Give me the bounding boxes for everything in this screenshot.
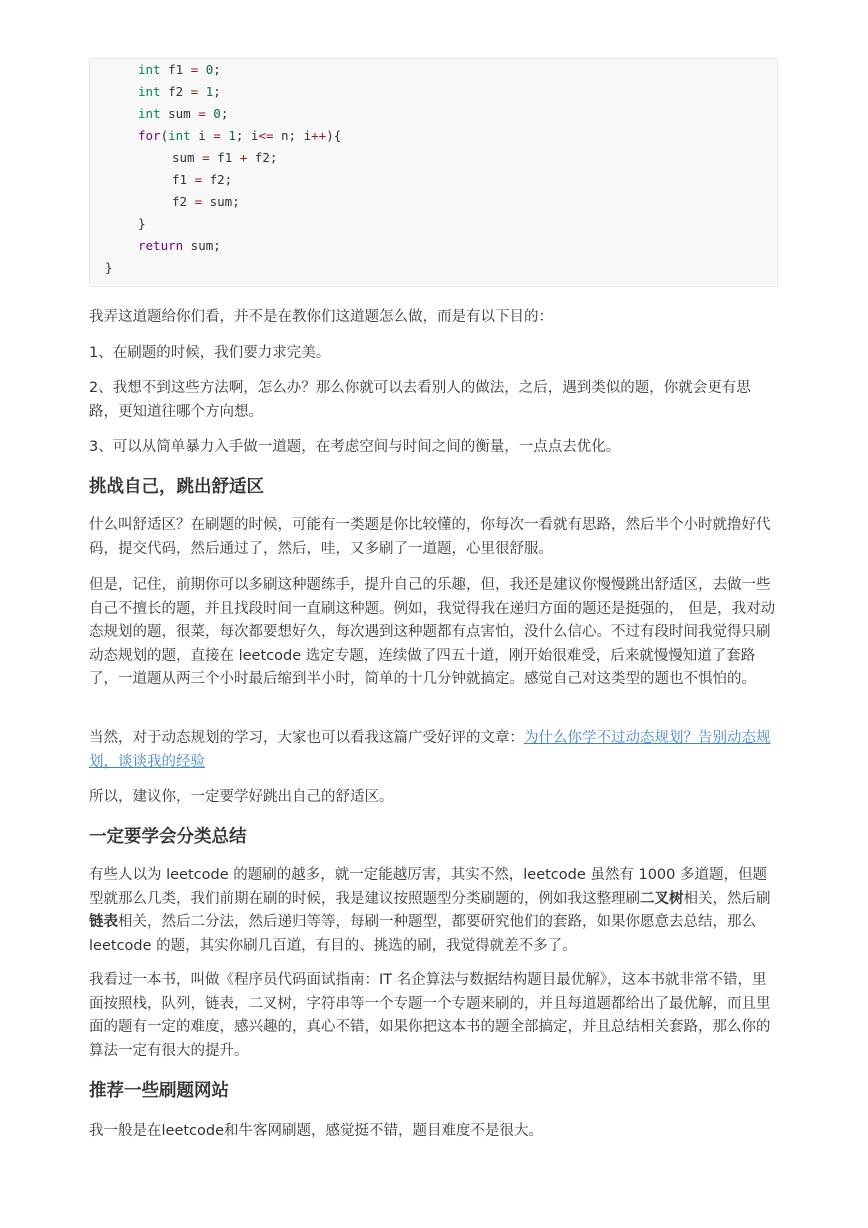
- section-heading: 推荐一些刷题网站: [89, 1081, 229, 1101]
- bold-text: 二叉树: [640, 890, 684, 907]
- dp-article-link[interactable]: 为什么你学不过动态规划？告别动态规划，谈谈我的经验: [89, 730, 771, 770]
- bold-text: 链表: [89, 914, 118, 930]
- dp-article-paragraph: 当然，对于动态规划的学习，大家也可以看我这篇广受好评的文章：为什么你学不过动态规划？告别动态规划，谈谈我的经验: [89, 730, 771, 770]
- code-line: return sum;: [138, 238, 221, 253]
- code-line: int sum = 0;: [138, 106, 229, 121]
- sites-paragraph: 我一般是在leetcode和牛客网刷题，感觉挺不错，题目难度不是很大。: [89, 1123, 544, 1139]
- code-line: f1 = f2;: [172, 172, 233, 187]
- list-item: 1、在刷题的时候，我们要力求完美。: [89, 345, 331, 361]
- code-line: sum = f1 + f2;: [172, 150, 278, 165]
- code-line: for(int i = 1; i<= n; i++){: [138, 128, 342, 143]
- code-line: int f1 = 0;: [138, 62, 221, 77]
- list-item: 2、我想不到这些方法啊，怎么办？那么你就可以去看别人的做法，之后，遇到类似的题，你就会更有思路，更知道往哪个方向想。: [89, 380, 751, 420]
- intro-paragraph: 我弄这道题给你们看，并不是在教你们这道题怎么做，而是有以下目的：: [89, 309, 553, 325]
- practice-paragraph: 但是，记住，前期你可以多刷这种题练手，提升自己的乐趣，但，我还是建议你慢慢跳出舒适区，去做一些自己不擅长的题，并且找段时间一直刷这种题。例如，我觉得我在递归方面的题还是挺强的， 但是，我对动态规划的题，很菜，每次都要想好久，每次遇到这种题都有点害怕，没什么信心。不过有段时间我觉得只刷动态规划的题，直接在 leetcode 选定专题，连续做了四五十道，刚开始很难受，后来就慢慢知道了套路了，一道题从两三个小时最后缩到半小时，简单的十几分钟就搞定。感觉自己对这类型的题也不惧怕的。: [89, 577, 776, 687]
- code-line: int f2 = 1;: [138, 84, 221, 99]
- section-heading: 一定要学会分类总结: [89, 827, 247, 847]
- classify-paragraph: 有些人以为 leetcode 的题刷的越多，就一定能越厉害，其实不然，leetcode 虽然有 1000 多道题，但题型就那么几类，我们前期在刷的时候，我是建议按照题型分类刷题的，例如我这整理刷二叉树相关，然后刷链表相关，然后二分法，然后递归等等，每刷一种题型，都要研究他们的套路，如果你愿意去总结，那么 leetcode 的题，其实你刷几百道，有目的、挑选的刷，我觉得就差不多了。: [89, 867, 771, 954]
- comfort-paragraph: 什么叫舒适区？在刷题的时候，可能有一类题是你比较懂的，你每次一看就有思路，然后半个小时就撸好代码，提交代码，然后通过了，然后，哇，又多刷了一道题，心里很舒服。: [89, 517, 771, 557]
- code-line: }: [105, 260, 113, 275]
- book-paragraph: 我看过一本书，叫做《程序员代码面试指南：IT 名企算法与数据结构题目最优解》，这本书就非常不错，里面按照栈，队列，链表，二叉树，字符串等一个专题一个专题来刷的，并且每道题都给出了最优解，而且里面的题有一定的难度，感兴趣的，真心不错，如果你把这本书的题全部搞定，并且总结相关套路，那么你的算法一定有很大的提升。: [89, 972, 771, 1059]
- code-line: }: [138, 216, 146, 231]
- code-line: f2 = sum;: [172, 194, 240, 209]
- code-block: [89, 58, 778, 287]
- suggest-paragraph: 所以，建议你，一定要学好跳出自己的舒适区。: [89, 789, 394, 805]
- list-item: 3、可以从简单暴力入手做一道题，在考虑空间与时间之间的衡量，一点点去优化。: [89, 439, 621, 455]
- section-heading: 挑战自己，跳出舒适区: [89, 477, 264, 497]
